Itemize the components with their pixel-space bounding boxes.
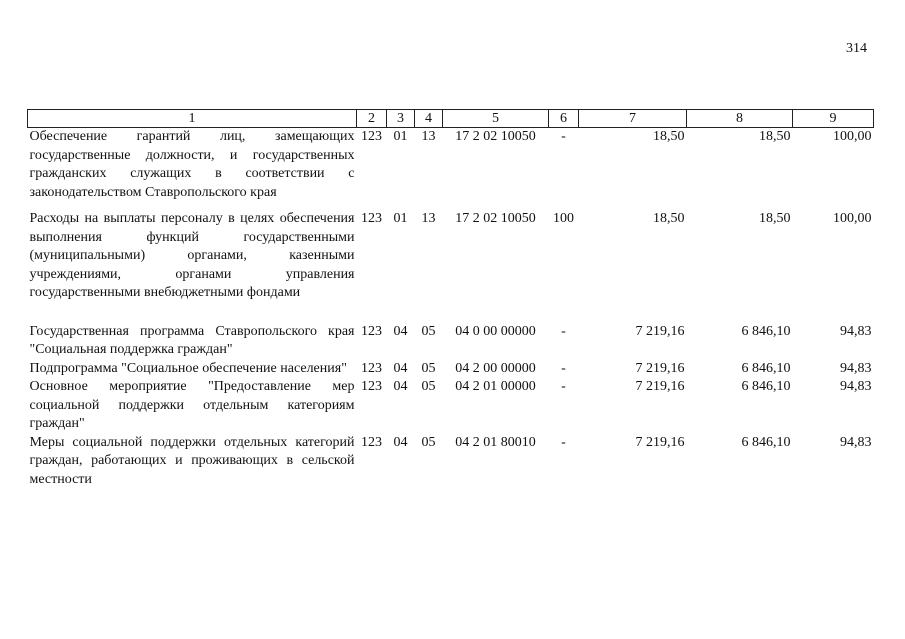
row-section: 04 [393,323,408,339]
row-plan: 7 219,16 [635,360,685,376]
row-percent: 100,00 [833,211,872,226]
row-target-article: 04 2 00 00000 [455,360,536,376]
row-expense-type: - [561,323,566,339]
table-row [28,323,874,360]
header-cell-7: 7 [579,110,687,128]
budget-table [27,109,874,489]
row-plan: 7 219,16 [635,434,685,450]
row-actual: 6 846,10 [741,360,791,376]
row-actual: 6 846,10 [741,323,791,339]
row-section: 01 [393,129,408,144]
header-cell-5: 5 [443,110,549,128]
header-cell-4: 4 [415,110,443,128]
row-expense-type: - [561,360,566,376]
page-number: 314 [846,41,867,56]
row-target-article: 17 2 02 10050 [455,211,536,226]
row-actual: 18,50 [759,211,791,226]
table-row [28,128,874,203]
row-target-article: 04 2 01 00000 [455,379,536,394]
header-cell-8: 8 [687,110,793,128]
row-percent: 94,83 [840,379,872,394]
row-subsection: 05 [421,360,436,376]
row-admin-code: 123 [361,434,382,450]
row-percent: 100,00 [833,129,872,144]
row-plan: 7 219,16 [635,323,685,339]
row-percent: 94,83 [840,323,872,339]
row-section: 04 [393,434,408,450]
row-section: 04 [393,379,408,394]
row-target-article: 04 2 01 80010 [455,434,536,450]
row-plan: 7 219,16 [635,379,685,394]
row-actual: 6 846,10 [741,434,791,450]
table-row [28,434,874,490]
row-name: Основное мероприятие "Предоставление мер социальной поддержки отдельным категориям граждан" [29,379,355,431]
row-admin-code: 123 [361,379,382,394]
row-admin-code: 123 [361,360,382,376]
row-expense-type: 100 [553,211,574,226]
row-percent: 94,83 [840,360,872,376]
row-subsection: 13 [421,211,436,226]
row-subsection: 05 [421,434,436,450]
table-row [28,378,874,434]
row-subsection: 05 [421,323,436,339]
row-actual: 18,50 [759,129,791,144]
header-cell-1: 1 [28,110,357,128]
row-name: Обеспечение гарантий лиц, замещающих государственные должности, и государственных гражданских служащих в соответствии с законодательством Ставропольского края [29,129,355,200]
row-expense-type: - [561,129,566,144]
header-cell-2: 2 [357,110,387,128]
row-name: Меры социальной поддержки отдельных категорий граждан, работающих и проживающих в сельской местности [29,434,355,487]
row-plan: 18,50 [653,211,685,226]
row-subsection: 13 [421,129,436,144]
row-admin-code: 123 [361,211,382,226]
row-subsection: 05 [421,379,436,394]
header-cell-9: 9 [793,110,874,128]
header-row [28,110,874,128]
row-actual: 6 846,10 [741,379,791,394]
row-percent: 94,83 [840,434,872,450]
row-plan: 18,50 [653,129,685,144]
row-section: 01 [393,211,408,226]
row-section: 04 [393,360,408,376]
row-name: Расходы на выплаты персоналу в целях обеспечения выполнения функций государственными (муниципальными) органами, казенными учреждениями, органами управления государственными внебюджетными фондами [29,211,355,300]
row-expense-type: - [561,379,566,394]
row-admin-code: 123 [361,323,382,339]
row-target-article: 17 2 02 10050 [455,129,536,144]
header-cell-3: 3 [387,110,415,128]
row-target-article: 04 0 00 00000 [455,323,536,339]
row-name: Подпрограмма "Социальное обеспечение населения" [29,360,347,376]
header-cell-6: 6 [549,110,579,128]
row-name: Государственная программа Ставропольского края "Социальная поддержка граждан" [29,323,355,357]
row-admin-code: 123 [361,129,382,144]
row-spacer [28,303,874,323]
row-expense-type: - [561,434,566,450]
table-row [28,202,874,303]
table-row [28,360,874,379]
